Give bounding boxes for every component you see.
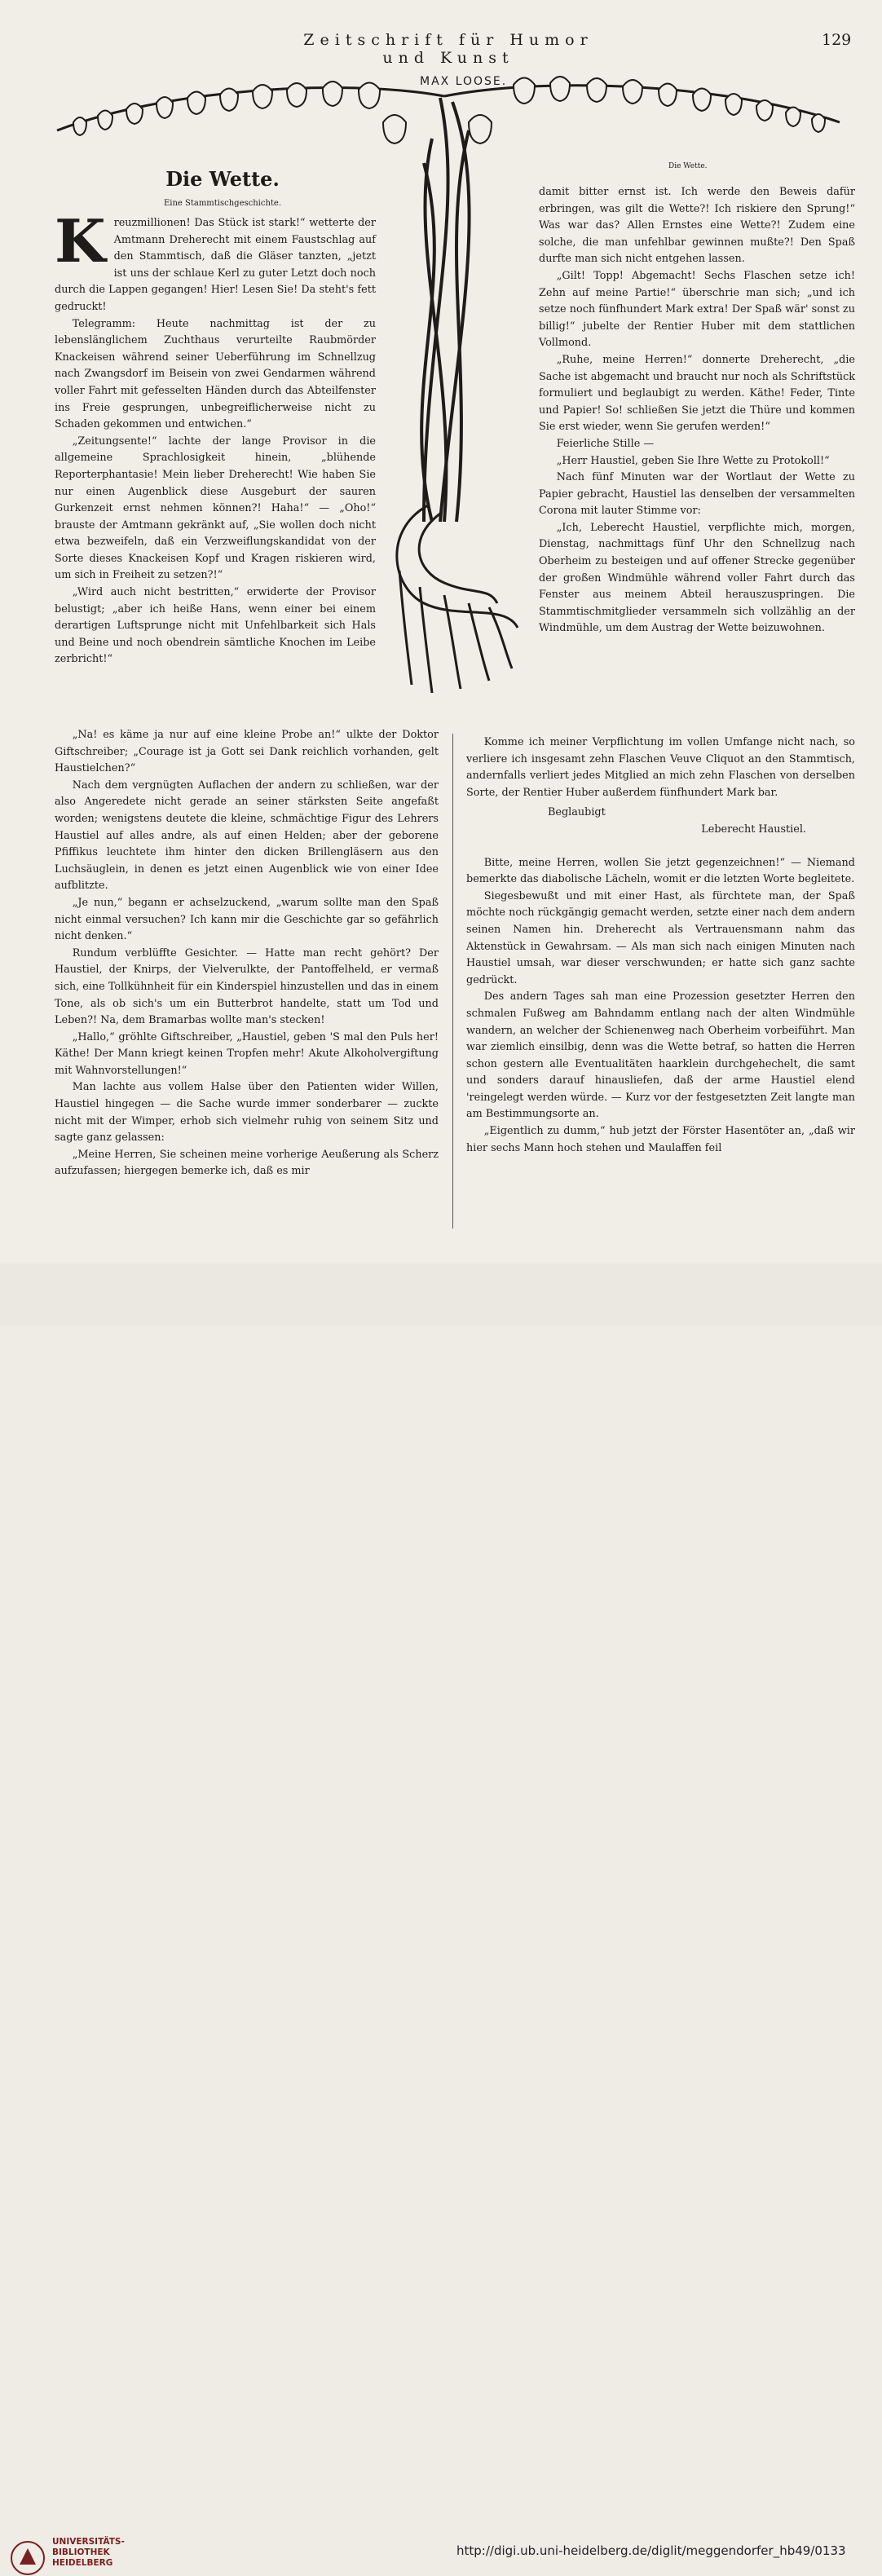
paragraph: „Hallo,“ gröhlte Giftschreiber, „Haustiel, geben 'S mal den Puls her! Käthe! Der Mann kriegt keinen Tropfen mehr! Akute Alkoholvergiftung mit Wahnvorstellungen!“ [55, 1030, 439, 1077]
paragraph [55, 206, 376, 316]
paragraph: „Ich, Leberecht Haustiel, verpflichte mich, morgen, Dienstag, nachmittags fünf Uhr den Schnellzug nach Oberheim zu besteigen und auf offener Strecke gegenüber der großen Windmühle während voller Fahrt durch das Fenster aus meinem Abteil herauszuspringen. Die Stammtischmitglieder versammeln sich vollzählig an der Windmühle, um dem Austrag der Wette beizuwohnen. [539, 521, 855, 635]
paragraph: Des andern Tages sah man eine Prozession gesetzter Herren den schmalen Fußweg am Bahndamm entlang nach der alten Windmühle wandern, an welcher der Schienenweg nach Oberheim vorbeiführt. Man war ziemlich einsilbig, denn was die Wette betraf, so hatten die Herren schon gestern alle Eventualitäten haarklein durchgehechelt, die samt und sonders darauf hinausliefen, daß der arme Haustiel elend 'reingelegt werden würde. — Kurz vor der festgesetzten Zeit langte man am Bestimmungsorte an. [466, 990, 855, 1121]
illustrator-signature: MAX LOOSE. [420, 75, 508, 88]
footer-bar [0, 1264, 882, 2568]
paragraph: „Gilt! Topp! Abgemacht! Sechs Flaschen setze ich! Zehn auf meine Partie!“ überschrie man sich; „und ich setze noch fünfhundert Mark extra! Der Spaß wär' sonst zu billig!“ jubelte der Rentier Huber mit dem stattlichen Vollmond. [539, 269, 855, 350]
left-column-lower [55, 727, 439, 1180]
paragraph: „Herr Haustiel, geben Sie Ihre Wette zu Protokoll!“ [556, 454, 830, 467]
scanned-page [0, 0, 882, 1264]
paragraph: „Meine Herren, Sie scheinen meine vorherige Aeußerung als Scherz aufzufassen; hiergegen bemerke ich, daß es mir [55, 1148, 439, 1178]
paragraph: Man lachte aus vollem Halse über den Patienten wider Willen, Haustiel hingegen — die Sache wurde immer sonderbarer — zuckte nicht mit der Wimper, erhob sich vielmehr ruhig von seinem Sitz und sagte ganz gelassen: [55, 1081, 439, 1145]
column-divider [452, 734, 453, 1228]
paragraph: Feierliche Stille — [556, 437, 655, 450]
paragraph: „Wird auch nicht bestritten,“ erwiderte der Provisor belustigt; „aber ich heiße Hans, wenn einer bei einem derartigen Luftsprunge nicht mit Unfehlbarkeit sich Hals und Beine und noch obendrein sämtliche Knochen im Leibe zerbricht!“ [55, 586, 376, 666]
source-url-link[interactable]: http://digi.ub.uni-heidelberg.de/diglit/meggendorfer_hb49/0133 [456, 2543, 846, 2558]
library-name: UNIVERSITÄTS- BIBLIOTHEK HEIDELBERG [52, 2537, 125, 2568]
journal-title: Zeitschrift für Humor und Kunst [303, 31, 593, 67]
right-column-upper [539, 184, 855, 637]
paragraph: Nach dem vergnügten Auflachen der andern zu schließen, war der also Angeredete nicht gerade an seiner stärksten Seite angefaßt worden; wenigstens deutete die kleine, schmächtige Figur des Lehrers Haustiel auf alles andre, als auf einen Helden; aber der geborene Pfiffikus leuchtete ihm hinter den dicken Brillengläsern aus den Luchsäuglein, in denen es jetzt einen Augenblick wie von einer Idee aufblitzte. [55, 779, 439, 893]
paragraph: „Eigentlich zu dumm,“ hub jetzt der Förster Hasentöter an, „daß wir hier sechs Mann hoch stehen und Maulaffen feil [466, 1125, 855, 1154]
paragraph: „Zeitungsente!“ lachte der lange Provisor in die allgemeine Sprachlosigkeit hinein, „blühende Reporterphantasie! Mein lieber Dreherecht! Wie haben Sie nur einen Augenblick diese Ausgeburt der sauren Gurkenzeit ernst nehmen können?! Haha!“ — „Oho!“ brauste der Amtmann gekränkt auf, „Sie wollen doch nicht etwa bezweifeln, daß ein Verzweiflungskandidat von der Sorte dieses Knackeisen Kopf und Kragen riskieren wird, um sich in Freiheit zu setzen?!“ [55, 434, 376, 582]
article-title: Die Wette. [165, 167, 280, 191]
paragraph: „Je nun,“ begann er achselzuckend, „warum sollte man den Spaß nicht einmal versuchen? Ich kann mir die Geschichte gar so gefährlich nicht denken.“ [55, 896, 439, 943]
paragraph: damit bitter ernst ist. Ich werde den Beweis dafür erbringen, was gilt die Wette?! Ich riskiere den Sprung!“ Was war das? Allen Ernstes eine Wette?! Zudem eine solche, die man unfehlbar gewinnen mußte?! Den Spaß durfte man sich nicht entgehen lassen. [539, 186, 855, 266]
dropcap-letter: K [55, 206, 106, 276]
paragraph: Nach fünf Minuten war der Wortlaut der Wette zu Papier gebracht, Haustiel las denselben der versammelten Corona mit lauter Stimme vor: [539, 471, 855, 518]
paragraph: Siegesbewußt und mit einer Hast, als fürchtete man, der Spaß möchte noch rückgängig gemacht werden, setzte einer nach dem andern seinen Namen hin. Dreherecht als Vertrauensmann nahm das Aktenstück in Gewahrsam. — Als man sich nach einigen Minuten nach Haustiel umsah, war dieser verschwunden; er hatte sich ganz sachte gedrückt. [466, 889, 855, 986]
signatory: Leberecht Haustiel. [701, 823, 806, 836]
paragraph: Bitte, meine Herren, wollen Sie jetzt gegenzeichnen!“ — Niemand bemerkte das diabolische Lächeln, womit er die letzten Worte begleitete. [466, 856, 855, 886]
library-seal-icon [10, 2540, 46, 2576]
paragraph: „Na! es käme ja nur auf eine kleine Probe an!“ ulkte der Doktor Giftschreiber; „Courage ist ja Gott sei Dank reichlich vorhanden, gelt Haustielchen?“ [55, 729, 439, 775]
page-number: 129 [822, 31, 852, 49]
running-head: Die Wette. [668, 162, 708, 170]
paragraph: „Ruhe, meine Herren!“ donnerte Dreherecht, „die Sache ist abgemacht und braucht nur noch als Schriftstück formuliert und beglaubigt zu werden. Käthe! Feder, Tinte und Papier! So! schließen Sie jetzt die Thüre und kommen Sie erst wieder, wenn Sie gerufen werden!“ [539, 353, 855, 434]
paragraph-text: reuzmillionen! Das Stück ist stark!“ wetterte der Amtmann Dreherecht mit einem Faustschlag auf den Stammtisch, daß die Gläser tanzten, „jetzt ist uns der schlaue Kerl zu guter Letzt doch noch durch die Lappen gegangen! Hier! Lesen Sie! Da steht's fett gedruckt! [55, 217, 376, 313]
attestation: Beglaubigt [548, 806, 606, 819]
left-column-upper [55, 206, 376, 668]
right-column-lower [466, 734, 855, 1157]
paragraph: Komme ich meiner Verpflichtung im vollen Umfange nicht nach, so verliere ich insgesamt zehn Flaschen Veuve Cliquot an den Stammtisch, andernfalls verliert jedes Mitglied an mich zehn Flaschen von derselben Sorte, der Rentier Huber außerdem fünfhundert Mark bar. [466, 736, 855, 799]
article-subtitle: Eine Stammtischgeschichte. [163, 199, 282, 208]
paragraph: Rundum verblüffte Gesichter. — Hatte man recht gehört? Der Haustiel, der Knirps, der Vielverulkte, der Pantoffelheld, er vermaß sich, eine Tollkühnheit für ein Kinderspiel hinzustellen und das in einem Tone, als ob sich's um ein Butterbrot handelte, statt um Tod und Leben?! Na, dem Bramarbas wollte man's stecken! [55, 946, 439, 1027]
paragraph: Telegramm: Heute nachmittag ist der zu lebenslänglichem Zuchthaus verurteilte Raubmörder Knackeisen während seiner Ueberführung im Schnellzug nach Zwangsdorf im Beisein von zwei Gendarmen während voller Fahrt mit gefesselten Händen durch das Abteilfenster ins Freie gesprungen, unbegreiflicherweise nicht zu Schaden gekommen und entwichen.“ [55, 317, 376, 431]
